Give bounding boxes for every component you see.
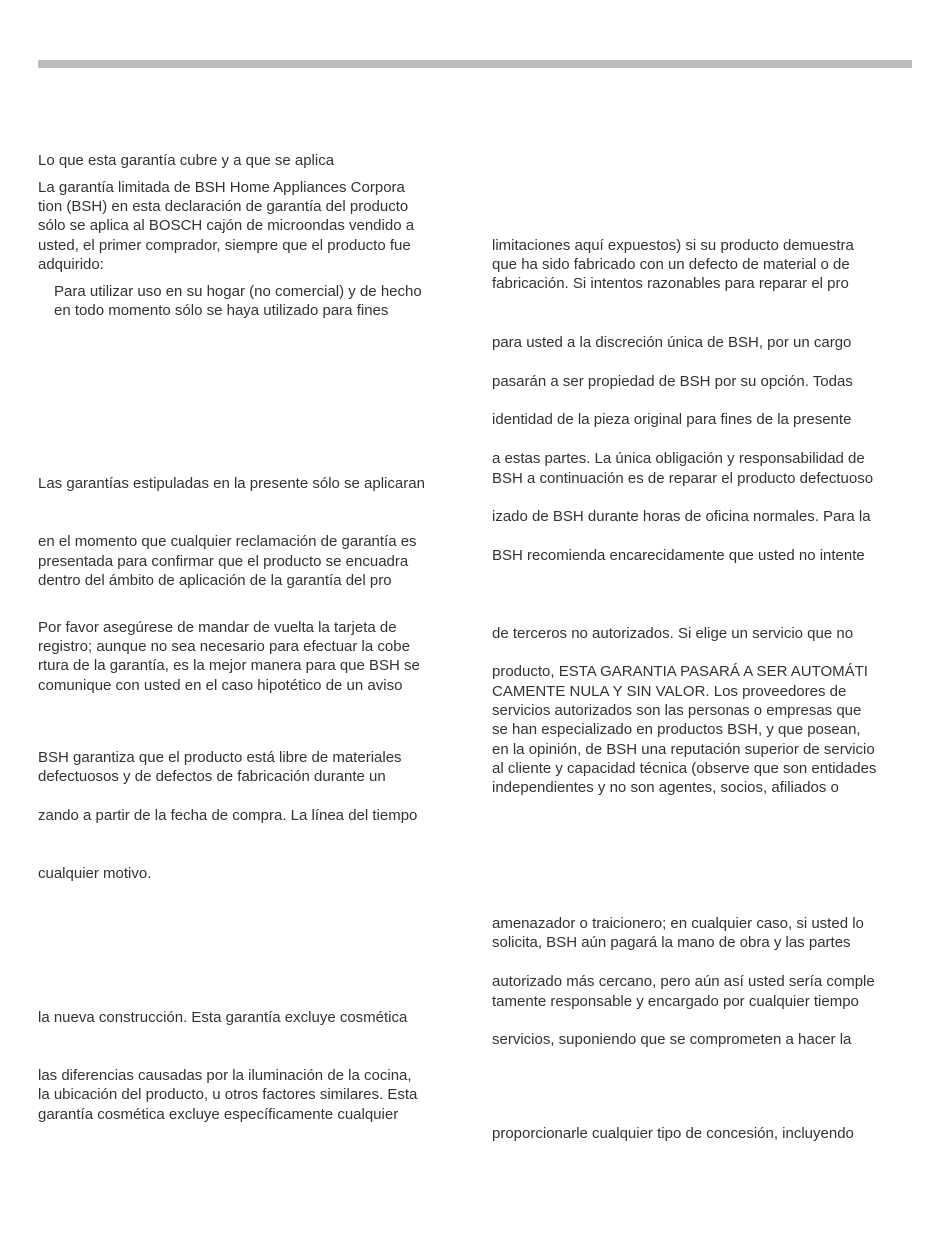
paragraph-line: rtura de la garantía, es la mejor manera para que BSH se: [38, 657, 420, 674]
paragraph-line: Por favor asegúrese de mandar de vuelta la tarjeta de: [38, 619, 397, 636]
paragraph-line: Las garantías estipuladas en la presente sólo se aplicaran: [38, 475, 425, 492]
paragraph-line: sólo se aplica al BOSCH cajón de microondas vendido a: [38, 217, 415, 234]
indented-line: en todo momento sólo se haya utilizado para fines: [54, 302, 389, 319]
paragraph-line: en el momento que cualquier reclamación de garantía es: [38, 533, 417, 550]
paragraph-line: a estas partes. La única obligación y responsabilidad de: [492, 450, 865, 467]
paragraph-line: garantía cosmética excluye específicamente cualquier: [38, 1106, 399, 1123]
paragraph-line: producto, ESTA GARANTIA PASARÁ A SER AUTOMÁTI: [492, 663, 868, 680]
paragraph-line: adquirido:: [38, 256, 104, 273]
paragraph-line: servicios, suponiendo que se comprometen a hacer la: [492, 1031, 852, 1048]
paragraph-line: que ha sido fabricado con un defecto de material o de: [492, 256, 850, 273]
paragraph-line: pasarán a ser propiedad de BSH por su opción. Todas: [492, 373, 853, 390]
paragraph-line: presentada para confirmar que el producto se encuadra: [38, 553, 409, 570]
paragraph-line: la ubicación del producto, u otros factores similares. Esta: [38, 1086, 418, 1103]
paragraph-line: proporcionarle cualquier tipo de concesión, incluyendo: [492, 1125, 854, 1142]
paragraph-line: dentro del ámbito de aplicación de la garantía del pro: [38, 572, 392, 589]
paragraph-line: amenazador o traicionero; en cualquier caso, si usted lo: [492, 915, 864, 932]
indented-line: Para utilizar uso en su hogar (no comercial) y de hecho: [54, 283, 422, 300]
paragraph-line: limitaciones aquí expuestos) si su producto demuestra: [492, 237, 854, 254]
paragraph-line: BSH recomienda encarecidamente que usted no intente: [492, 547, 865, 564]
paragraph-line: comunique con usted en el caso hipotético de un aviso: [38, 677, 403, 694]
paragraph-line: registro; aunque no sea necesario para efectuar la cobe: [38, 638, 410, 655]
paragraph-line: al cliente y capacidad técnica (observe que son entidades: [492, 760, 877, 777]
paragraph-line: autorizado más cercano, pero aún así usted sería comple: [492, 973, 875, 990]
paragraph-line: tamente responsable y encargado por cualquier tiempo: [492, 993, 859, 1010]
header-rule: [38, 60, 912, 68]
paragraph-line: la nueva construcción. Esta garantía excluye cosmética: [38, 1009, 408, 1026]
section-heading: Lo que esta garantía cubre y a que se aplica: [38, 152, 335, 169]
paragraph-line: BSH garantiza que el producto está libre de materiales: [38, 749, 402, 766]
paragraph-line: tion (BSH) en esta declaración de garantía del producto: [38, 198, 409, 215]
paragraph-line: usted, el primer comprador, siempre que el producto fue: [38, 237, 411, 254]
paragraph-line: cualquier motivo.: [38, 865, 152, 882]
paragraph-line: zando a partir de la fecha de compra. La línea del tiempo: [38, 807, 418, 824]
paragraph-line: CAMENTE NULA Y SIN VALOR. Los proveedores de: [492, 683, 847, 700]
paragraph-line: BSH a continuación es de reparar el producto defectuoso: [492, 470, 874, 487]
paragraph-line: se han especializado en productos BSH, y que posean,: [492, 721, 861, 738]
paragraph-line: identidad de la pieza original para fines de la presente: [492, 411, 852, 428]
paragraph-line: izado de BSH durante horas de oficina normales. Para la: [492, 508, 871, 525]
paragraph-line: en la opinión, de BSH una reputación superior de servicio: [492, 741, 875, 758]
paragraph-line: de terceros no autorizados. Si elige un servicio que no: [492, 625, 854, 642]
paragraph-line: independientes y no son agentes, socios, afiliados o: [492, 779, 839, 796]
paragraph-line: defectuosos y de defectos de fabricación durante un: [38, 768, 386, 785]
paragraph-line: para usted a la discreción única de BSH, por un cargo: [492, 334, 852, 351]
paragraph-line: las diferencias causadas por la iluminación de la cocina,: [38, 1067, 412, 1084]
paragraph-line: servicios autorizados son las personas o empresas que: [492, 702, 862, 719]
paragraph-line: La garantía limitada de BSH Home Appliances Corpora: [38, 179, 405, 196]
paragraph-line: solicita, BSH aún pagará la mano de obra y las partes: [492, 934, 851, 951]
paragraph-line: fabricación. Si intentos razonables para reparar el pro: [492, 275, 849, 292]
